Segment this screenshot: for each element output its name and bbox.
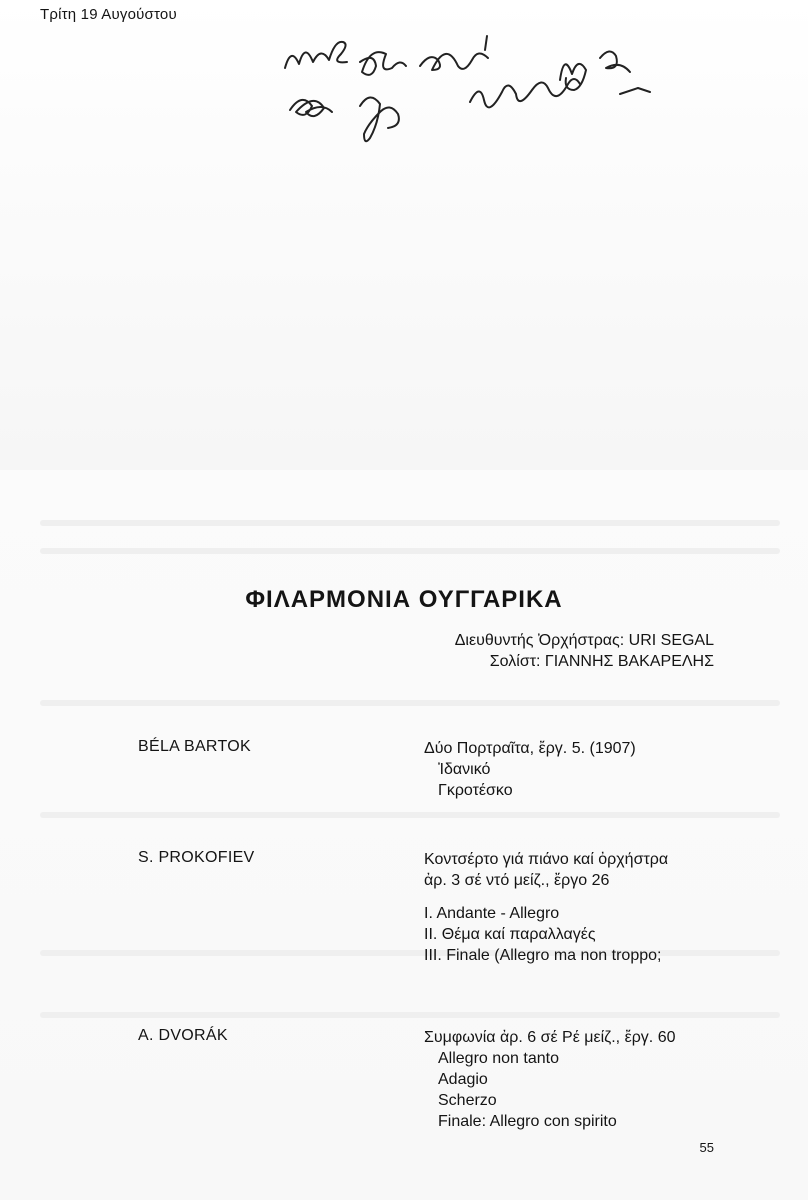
soloist-credit: Σολίστ: ΓΙΑΝΝΗΣ ΒΑΚΑΡΕΛΗΣ <box>489 653 714 670</box>
conductor-credit: Διευθυντής Ὀρχήστρας: URI SEGAL <box>454 632 714 649</box>
show-through-line <box>40 1012 780 1018</box>
performer-credits <box>455 630 714 672</box>
composer-name: BÉLA BARTOK <box>138 738 251 755</box>
work-title: ἀρ. 3 σέ ντό μείζ., ἔργο 26 <box>424 872 610 889</box>
program-work <box>424 1027 675 1132</box>
composer-name: A. DVORÁK <box>138 1027 228 1044</box>
page-number: 55 <box>699 1140 714 1155</box>
movement: Ἰδανικό <box>438 761 491 778</box>
program-work <box>424 738 636 801</box>
show-through-line <box>40 520 780 526</box>
date-header: Τρίτη 19 Αυγούστου <box>40 6 177 23</box>
movement: Γκροτέσκο <box>438 782 513 799</box>
movement: Finale: Allegro con spirito <box>438 1113 617 1130</box>
page-title: ΦΙΛΑΡΜΟΝΙΑ ΟΥΓΓΑΡΙΚΑ <box>245 586 563 613</box>
program-work <box>424 849 668 966</box>
composer-name: S. PROKOFIEV <box>138 849 255 866</box>
show-through-line <box>40 700 780 706</box>
show-through-line <box>40 812 780 818</box>
movement: III. Finale (Allegro ma non troppo; <box>424 947 662 964</box>
work-title: Κοντσέρτο γιά πιάνο καί ὀρχήστρα <box>424 851 669 868</box>
movement: Adagio <box>438 1071 488 1088</box>
movement: II. Θέμα καί παραλλαγές <box>424 926 596 943</box>
movement: I. Andante - Allegro <box>424 905 560 922</box>
show-through-line <box>40 548 780 554</box>
work-title: Συμφωνία ἀρ. 6 σέ Ρέ μείζ., ἔργ. 60 <box>424 1029 676 1046</box>
work-title: Δύο Πορτραῖτα, ἔργ. 5. (1907) <box>424 740 636 757</box>
movement: Scherzo <box>438 1092 497 1109</box>
handwritten-signature <box>260 10 760 150</box>
show-through-background-lower <box>0 470 808 1200</box>
show-through-line <box>40 950 780 956</box>
movement: Allegro non tanto <box>438 1050 559 1067</box>
